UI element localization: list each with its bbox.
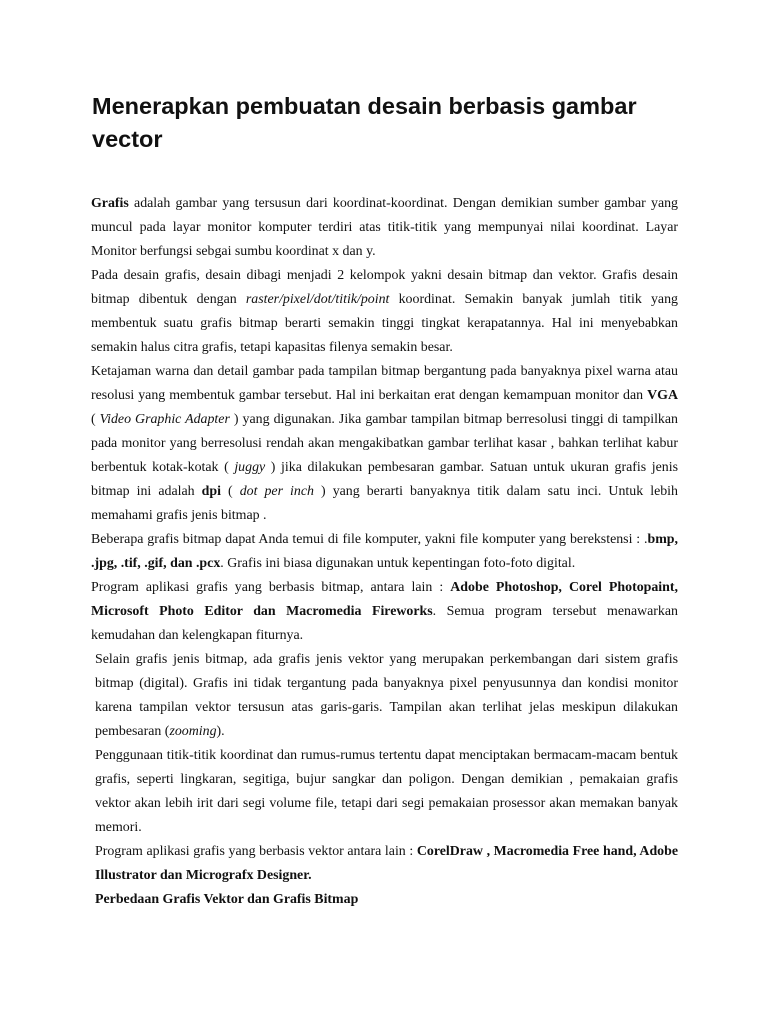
term-file-extensions: bmp, .jpg, .tif, .gif, dan .pcx (91, 532, 678, 571)
paragraph-9 (91, 888, 678, 912)
paragraph-2-text-b: koordinat. Semakin banyak jumlah titik yang membentuk suatu grafis bitmap berarti semakin tinggi tingkat kerapatannya. Hal ini menyebabkan semakin halus citra grafis, tetapi kapasitas filenya semakin besar. (91, 292, 678, 355)
paragraph-3-text-c: ) yang digunakan. Jika gambar tampilan bitmap berresolusi tinggi di tampilkan pada monitor yang berresolusi rendah akan mengakibatkan gambar terlihat kasar , bahkan terlihat kabur berbentuk kotak-kotak ( (91, 412, 678, 475)
term-dpi: dpi (201, 484, 221, 499)
paragraph-8 (91, 840, 678, 888)
term-zooming: zooming (169, 724, 217, 739)
section-heading: Perbedaan Grafis Vektor dan Grafis Bitmap (95, 892, 359, 907)
paragraph-6-text-a: Selain grafis jenis bitmap, ada grafis jenis vektor yang merupakan perkembangan dari sistem grafis bitmap (digital). Grafis ini tidak tergantung pada banyaknya pixel penyusunnya dan kondisi monitor karena tampilan vektor tersusun atas garis-garis. Tampilan akan terlihat jelas meskipun dilakukan pembesaran ( (95, 652, 678, 739)
paragraph-1-text: adalah gambar yang tersusun dari koordinat-koordinat. Dengan demikian sumber gambar yang muncul pada layar monitor komputer terdiri atas titik-titik yang mempunyai nilai koordinat. Layar Monitor berfungsi sebgai sumbu koordinat x dan y. (91, 196, 678, 259)
paragraph-3-text-e: ( (220, 484, 240, 499)
term-dot-per-inch: dot per inch (239, 484, 314, 499)
paragraph-3-text-d: ) jika dilakukan pembesaran gambar. Satuan untuk ukuran grafis jenis bitmap ini adalah (91, 460, 679, 499)
paragraph-6-text-b: ). (216, 724, 225, 739)
paragraph-3 (91, 360, 678, 528)
term-vector-programs: CorelDraw , Macromedia Free hand, Adobe Illustrator dan Micrografx Designer. (95, 844, 679, 883)
paragraph-4-text-a: Beberapa grafis bitmap dapat Anda temui di file komputer, yakni file komputer yang berekstensi : . (91, 532, 648, 547)
document-body (91, 192, 678, 912)
term-video-graphic-adapter: Video Graphic Adapter (99, 412, 230, 427)
term-grafis: Grafis (91, 196, 129, 211)
paragraph-7 (91, 744, 678, 840)
paragraph-3-text-a: Ketajaman warna dan detail gambar pada tampilan bitmap bergantung pada banyaknya pixel warna atau resolusi yang membentuk gambar tersebut. Hal ini berkaitan erat dengan kemampuan monitor dan (91, 364, 678, 403)
paragraph-5 (91, 576, 678, 648)
paragraph-3-text-f: ) yang berarti banyaknya titik dalam satu inci. Untuk lebih memahami grafis jenis bitmap . (91, 484, 678, 523)
paragraph-2-text-a: Pada desain grafis, desain dibagi menjadi 2 kelompok yakni desain bitmap dan vektor. Grafis desain bitmap dibentuk dengan (91, 268, 678, 307)
page-title: Menerapkan pembuatan desain berbasis gambar vector (92, 93, 637, 152)
paragraph-7-text: Penggunaan titik-titik koordinat dan rumus-rumus tertentu dapat menciptakan bermacam-macam bentuk grafis, seperti lingkaran, segitiga, bujur sangkar dan poligon. Dengan demikian , pemakaian grafis vektor akan lebih irit dari segi volume file, tetapi dari segi pemakaian prosessor akan memakan banyak memori. (95, 748, 678, 835)
paragraph-3-text-b: ( (91, 412, 100, 427)
paragraph-1 (91, 192, 678, 264)
term-bitmap-programs: Adobe Photoshop, Corel Photopaint, Microsoft Photo Editor dan Macromedia Fireworks (91, 580, 678, 619)
paragraph-2 (91, 264, 678, 360)
term-vga: VGA (647, 388, 678, 403)
paragraph-5-text-a: Program aplikasi grafis yang berbasis bitmap, antara lain : (91, 580, 451, 595)
paragraph-5-text-b: . Semua program tersebut menawarkan kemudahan dan kelengkapan fiturnya. (91, 604, 678, 643)
paragraph-8-text: Program aplikasi grafis yang berbasis vektor antara lain : (95, 844, 417, 859)
term-juggy: juggy (234, 460, 266, 475)
paragraph-4 (91, 528, 678, 576)
term-raster: raster/pixel/dot/titik/point (245, 292, 390, 307)
paragraph-4-text-b: . Grafis ini biasa digunakan untuk kepentingan foto-foto digital. (220, 556, 576, 571)
paragraph-6 (91, 648, 678, 744)
